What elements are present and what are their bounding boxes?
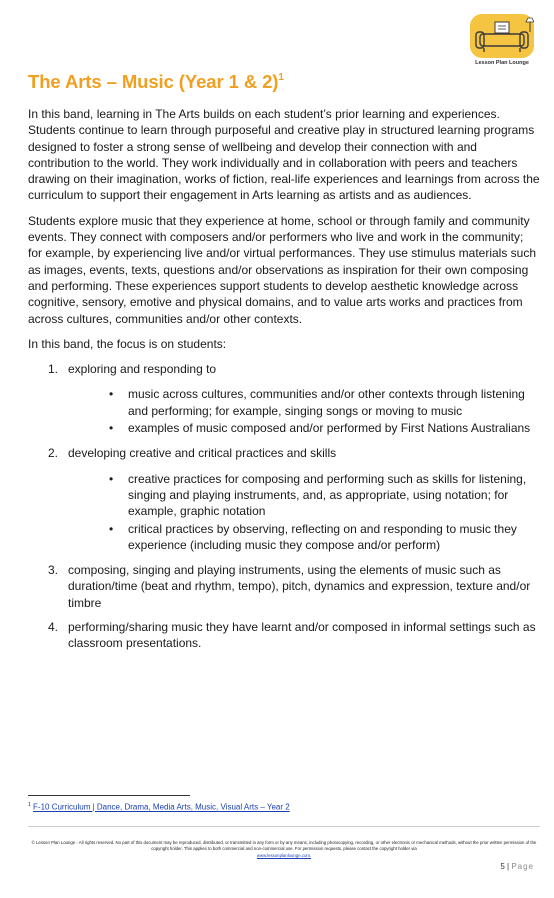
- logo-caption: Lesson Plan Lounge: [475, 60, 529, 66]
- sub-item-text: critical practices by observing, reflecting on and responding to music they experience (including music they compose and/or perform): [128, 521, 517, 552]
- focus-item-text: performing/sharing music they have learnt and/or composed in informal settings such as classroom presentations.: [68, 620, 536, 651]
- sub-item: [109, 471, 540, 520]
- focus-item-text: composing, singing and playing instruments, using the elements of music such as duration/time (beat and rhythm, tempo), pitch, dynamics and expression, texture and/or timbre: [68, 563, 531, 610]
- focus-item-4: [28, 619, 540, 652]
- copyright-text: © Lesson Plan Lounge - All rights reserved. No part of this document may be reproduced, distributed, or transmitted in any form or by any means, including photocopying, recording, or other electronic or mechanical methods, without the prior written permission of the copyright holder. This applies to both commercial and non-commercial use. For permission requests, please contact the copyright holder via: [31, 840, 537, 852]
- sub-item: [109, 420, 540, 436]
- focus-lead-in: In this band, the focus is on students:: [28, 336, 227, 351]
- bullet-icon: •: [109, 521, 114, 536]
- copyright-notice: [28, 840, 540, 859]
- page-number: [500, 862, 534, 871]
- bullet-icon: •: [109, 421, 114, 436]
- page-title: [28, 71, 284, 93]
- focus-item-number: 4.: [48, 620, 59, 635]
- page-number-value: 5: [500, 862, 505, 871]
- sub-item: [109, 386, 540, 419]
- sub-list: [109, 386, 540, 436]
- bullet-icon: •: [109, 387, 114, 402]
- title-footnote-ref[interactable]: 1: [278, 72, 284, 83]
- sub-item-text: examples of music composed and/or performed by First Nations Australians: [128, 421, 531, 436]
- focus-item-number: 2.: [48, 446, 59, 461]
- focus-item-2: [28, 445, 540, 553]
- body-content: [28, 106, 540, 660]
- sub-item: [109, 521, 540, 554]
- sub-item-text: creative practices for composing and performing such as skills for listening, singing and playing instruments, and, as appropriate, using notation; for example, graphic notation: [128, 471, 527, 519]
- intro-paragraph: In this band, learning in The Arts builds on each student’s prior learning and experiences. Students continue to learn through purposeful and creative play in structured learning programs designed to foster a strong sense of wellbeing and develop their connection with and contribution to the world. They work individually and in collaboration with peers and teachers drawing on their imagination, works of fiction, real-life experiences and learnings from across the curriculum to support their engagement in Arts learning as artists and as audiences.: [28, 107, 540, 203]
- sub-list: [109, 471, 540, 553]
- footnote: [28, 802, 290, 812]
- focus-item-text: developing creative and critical practices and skills: [68, 446, 337, 461]
- curriculum-link[interactable]: F-10 Curriculum | Dance, Drama, Media Arts, Music, Visual Arts – Year 2: [33, 802, 290, 812]
- sub-item-text: music across cultures, communities and/or other contexts through listening and performing; for example, singing songs or moving to music: [128, 387, 525, 418]
- explore-paragraph: Students explore music that they experience at home, school or through family and community events. They connect with composers and/or performers who live and work in the community; for example, by experiencing live and/or virtual performances. They use stimulus materials such as images, events, texts, questions and/or observations as inspiration for their own composing and performing. These experiences support students to develop aesthetic knowledge across cognitive, sensory, emotive and physical domains, and to value arts works and practices from across cultures, communities and/or other contexts.: [28, 213, 537, 326]
- focus-item-text: exploring and responding to: [68, 362, 217, 377]
- footnote-number: 1: [28, 802, 31, 808]
- page-label: Page: [511, 862, 534, 871]
- focus-list: [28, 361, 540, 651]
- bullet-icon: •: [109, 471, 114, 486]
- footer-divider: [28, 826, 540, 827]
- footnote-divider: [28, 795, 190, 796]
- focus-item-number: 1.: [48, 362, 59, 377]
- focus-item-number: 3.: [48, 563, 59, 578]
- page-title-text: The Arts – Music (Year 1 & 2): [28, 71, 279, 92]
- focus-item-3: [28, 562, 540, 611]
- page-number-separator: |: [507, 862, 510, 871]
- website-link[interactable]: www.lessonplanlounge.com.: [256, 852, 312, 858]
- focus-item-1: [28, 361, 540, 436]
